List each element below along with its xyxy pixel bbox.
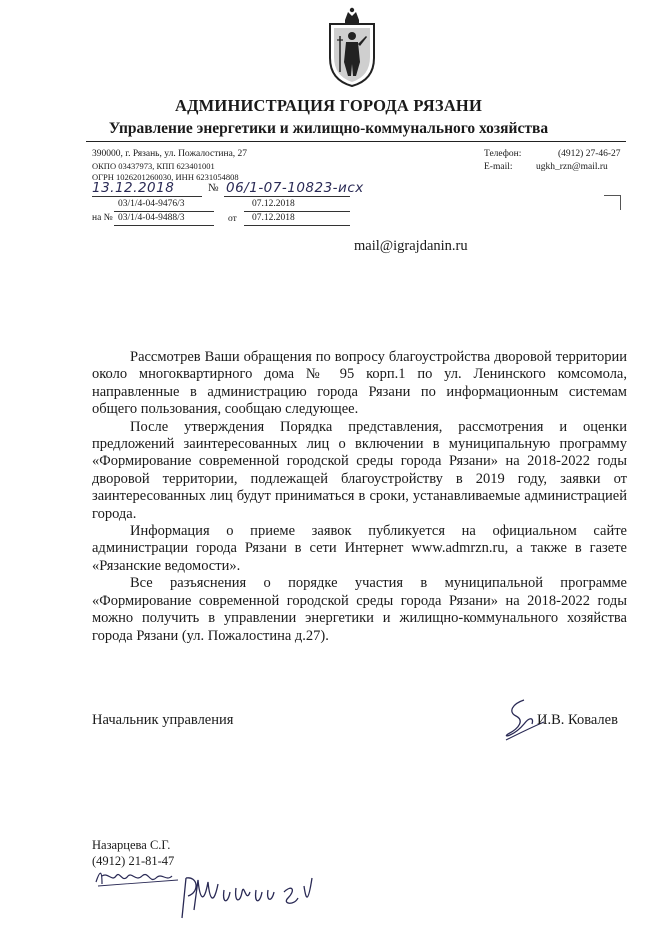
executor-name: Назарцева С.Г. xyxy=(92,838,171,852)
reference-2-number: 03/1/4-04-9488/3 xyxy=(118,213,185,223)
outgoing-number: 06/1-07-10823-исх xyxy=(226,180,364,196)
reference-1-number: 03/1/4-04-9476/3 xyxy=(118,199,185,209)
body-paragraph-1: Рассмотрев Ваши обращения по вопросу благоустройства дворовой территории около многоквартирного дома № 95 корп.1 по ул. Ленинского комсомола, направленные в администрацию города Рязани по информационным системам общего пользования, сообщаю следующее. xyxy=(92,349,627,418)
address-corner-mark xyxy=(604,195,621,210)
letter-body xyxy=(92,349,627,645)
body-paragraph-2: После утверждения Порядка представления, рассмотрения и оценки предложений заинтересованных лиц о включении в муниципальную программу «Формирование современной городской среды города Рязани» на 2018-2022 годы дворовой территории, подлежащей благоустройству в 2019 году, заявки от заинтересованных лиц будут приниматься в сроки, устанавливаемые администрацией города. xyxy=(92,418,627,522)
ogrn-text: ОГРН 1026201260030, ИНН 6231054808 xyxy=(92,172,239,182)
phone-label: Телефон: xyxy=(484,149,522,159)
email-value: ugkh_rzn@mail.ru xyxy=(536,162,608,172)
signatory-name: И.В. Ковалев xyxy=(537,712,618,728)
ref1-date-underline xyxy=(244,211,350,212)
outgoing-number-label: № xyxy=(208,182,219,194)
ref2-date-underline xyxy=(244,225,350,226)
email-label: E-mail: xyxy=(484,162,513,172)
outgoing-date: 13.12.2018 xyxy=(92,180,175,196)
organization-name: АДМИНИСТРАЦИЯ ГОРОДА РЯЗАНИ xyxy=(174,96,483,115)
executor-phone: (4912) 21-81-47 xyxy=(92,854,175,868)
phone-value: (4912) 27-46-27 xyxy=(558,149,621,159)
reference-2-date: 07.12.2018 xyxy=(252,213,295,223)
signatory-position: Начальник управления xyxy=(92,712,234,728)
header-rule xyxy=(86,141,626,142)
body-paragraph-3: Информация о приеме заявок публикуется на официальном сайте администрации города Рязани в сети Интернет www.admrzn.ru, а также в газете «Рязанские ведомости». xyxy=(92,523,627,574)
reference-1-date: 07.12.2018 xyxy=(252,199,295,209)
ot-label: от xyxy=(228,214,237,224)
ref1-number-underline xyxy=(114,211,214,212)
address-text: 390000, г. Рязань, ул. Пожалостина, 27 xyxy=(92,149,248,159)
department-name: Управление энергетики и жилищно-коммунального хозяйства xyxy=(108,120,549,137)
okpo-text: ОКПО 03437973, КПП 623401001 xyxy=(92,161,215,171)
number-underline xyxy=(224,196,350,197)
date-underline xyxy=(92,196,202,197)
ref2-number-underline xyxy=(114,225,214,226)
approval-handwritten-signature xyxy=(176,870,336,926)
body-paragraph-4: Все разъяснения о порядке участия в муниципальной программе «Формирование современной городской среды города Рязани» на 2018-2022 годы можно получить в управлении энергетики и жилищно-коммунального хозяйства города Рязани (ул. Пожалостина д.27). xyxy=(92,575,627,644)
recipient-email: mail@igrajdanin.ru xyxy=(354,238,468,254)
na-label: на № xyxy=(92,213,113,223)
coat-of-arms-emblem xyxy=(326,6,378,88)
